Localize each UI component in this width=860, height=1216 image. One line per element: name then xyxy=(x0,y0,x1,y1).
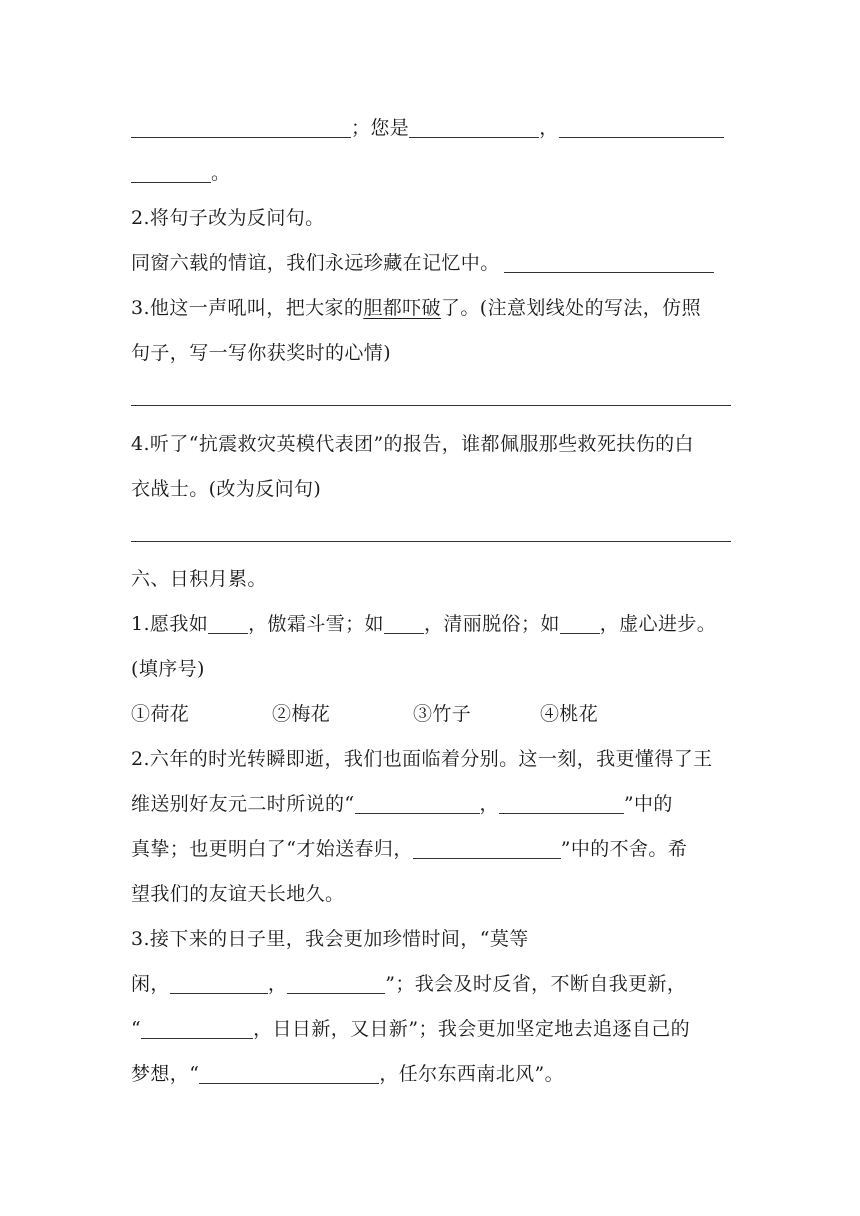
question-3-line-2: 句子，写一写你获奖时的心情) xyxy=(131,342,392,364)
answer-blank[interactable] xyxy=(131,162,211,183)
item-3-line-4: 梦想，“ ，任尔东西南北风”。 xyxy=(131,1063,565,1085)
answer-blank[interactable] xyxy=(409,117,539,138)
underlined-phrase: 胆都吓破 xyxy=(363,297,441,319)
answer-blank[interactable] xyxy=(199,1063,379,1084)
answer-line[interactable] xyxy=(131,405,731,406)
answer-blank[interactable] xyxy=(384,613,424,634)
question-4-line-1: 4.听了“抗震救灾英模代表团”的报告，谁都佩服那些救死扶伤的白 xyxy=(131,433,694,455)
option-item: ③竹子 xyxy=(413,703,472,725)
fill-line-2: 。 xyxy=(131,161,731,185)
item-3-line-2: 闲， ， ”；我会及时反省，不断自我更新， xyxy=(131,973,687,995)
answer-blank[interactable] xyxy=(559,117,724,138)
item-1-line-1: 1.愿我如 ，傲霜斗雪；如 ，清丽脱俗；如 ，虚心进步。 xyxy=(131,613,717,635)
answer-blank[interactable] xyxy=(499,793,624,814)
question-3-line-1: 3.他这一声吼叫，把大家的胆都吓破了。(注意划线处的写法，仿照 xyxy=(131,297,701,319)
answer-blank[interactable] xyxy=(504,252,714,273)
answer-line[interactable] xyxy=(131,541,731,542)
answer-blank[interactable] xyxy=(170,973,268,994)
option-item: ①荷花 xyxy=(131,703,190,725)
question-2-sentence: 同窗六载的情谊，我们永远珍藏在记忆中。 xyxy=(131,251,731,275)
option-item: ②梅花 xyxy=(272,703,331,725)
question-4-line-2: 衣战士。(改为反问句) xyxy=(131,478,322,500)
answer-blank[interactable] xyxy=(560,613,600,634)
answer-blank[interactable] xyxy=(355,793,480,814)
answer-blank[interactable] xyxy=(413,838,561,859)
answer-blank[interactable] xyxy=(131,117,351,138)
option-list xyxy=(131,702,731,726)
item-2-line-1: 2.六年的时光转瞬即逝，我们也面临着分别。这一刻，我更懂得了王 xyxy=(131,748,713,770)
item-3-line-3: “ ，日日新，又日新”；我会更加坚定地去追逐自己的 xyxy=(131,1018,691,1040)
answer-blank[interactable] xyxy=(287,973,385,994)
question-2-title: 2.将句子改为反问句。 xyxy=(131,207,325,229)
item-3-line-1: 3.接下来的日子里，我会更加珍惜时间，“莫等 xyxy=(131,928,529,950)
answer-blank[interactable] xyxy=(141,1018,253,1039)
option-item: ④桃花 xyxy=(540,703,599,725)
item-2-line-4: 望我们的友谊天长地久。 xyxy=(131,883,345,905)
section-6-title: 六、日积月累。 xyxy=(131,568,267,590)
fill-line-1: ；您是 ， xyxy=(131,116,731,140)
item-2-line-2: 维送别好友元二时所说的“ ， ”中的 xyxy=(131,793,673,815)
answer-blank[interactable] xyxy=(208,613,248,634)
item-1-line-2: (填序号) xyxy=(131,658,205,680)
item-2-line-3: 真挚；也更明白了“才始送春归， ”中的不舍。希 xyxy=(131,838,688,860)
